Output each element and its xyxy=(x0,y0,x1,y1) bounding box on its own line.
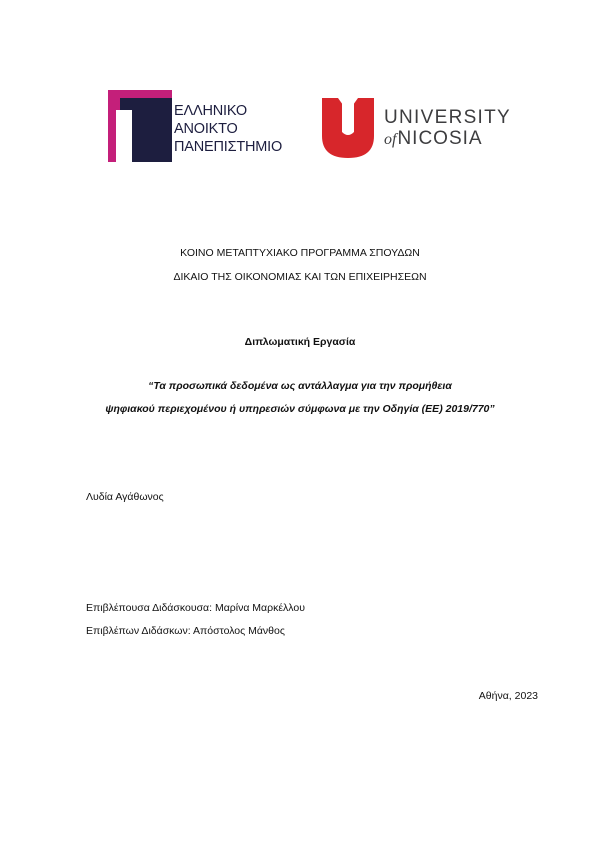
programme-title-line2: ΔΙΚΑΙΟ ΤΗΣ ΟΙΚΟΝΟΜΙΑΣ ΚΑΙ ΤΩΝ ΕΠΙΧΕΙΡΗΣΕΩΝ xyxy=(173,271,427,283)
hou-emblem-icon xyxy=(108,90,172,162)
thesis-title-line2: ψηφιακού περιεχομένου ή υπηρεσιών σύμφωνα με την Οδηγία (ΕΕ) 2019/770” xyxy=(105,403,495,415)
place-date: Αθήνα, 2023 xyxy=(478,690,538,702)
unic-emblem-icon xyxy=(322,98,374,158)
unic-wordmark-line1: UNIVERSITY xyxy=(384,107,512,128)
supervisor-line1: Επιβλέπουσα Διδάσκουσα: Μαρίνα Μαρκέλλου xyxy=(86,602,305,614)
hou-logo xyxy=(108,90,283,162)
unic-wordmark xyxy=(384,108,511,151)
hou-wordmark-line: ΕΛΛΗΝΙΚΟ xyxy=(174,103,247,119)
hou-wordmark-line: ΠΑΝΕΠΙΣΤΗΜΙΟ xyxy=(174,139,283,155)
thesis-title-line1: “Τα προσωπικά δεδομένα ως αντάλλαγμα για την προμήθεια xyxy=(148,380,452,392)
unic-logo xyxy=(322,98,512,158)
unic-wordmark-nicosia: NICOSIA xyxy=(397,128,483,149)
hou-wordmark-line: ΑΝΟΙΚΤΟ xyxy=(174,121,238,137)
hou-wordmark xyxy=(174,102,282,156)
document-type: Διπλωματική Εργασία xyxy=(244,336,356,348)
author-name: Λυδία Αγάθωνος xyxy=(86,491,164,503)
supervisor-line2: Επιβλέπων Διδάσκων: Απόστολος Μάνθος xyxy=(86,625,285,637)
programme-title-line1: ΚΟΙΝΟ ΜΕΤΑΠΤΥΧΙΑΚΟ ΠΡΟΓΡΑΜΜΑ ΣΠΟΥΔΩΝ xyxy=(180,247,420,259)
unic-wordmark-of: of xyxy=(384,131,397,148)
unic-wordmark-line2 xyxy=(384,128,511,151)
